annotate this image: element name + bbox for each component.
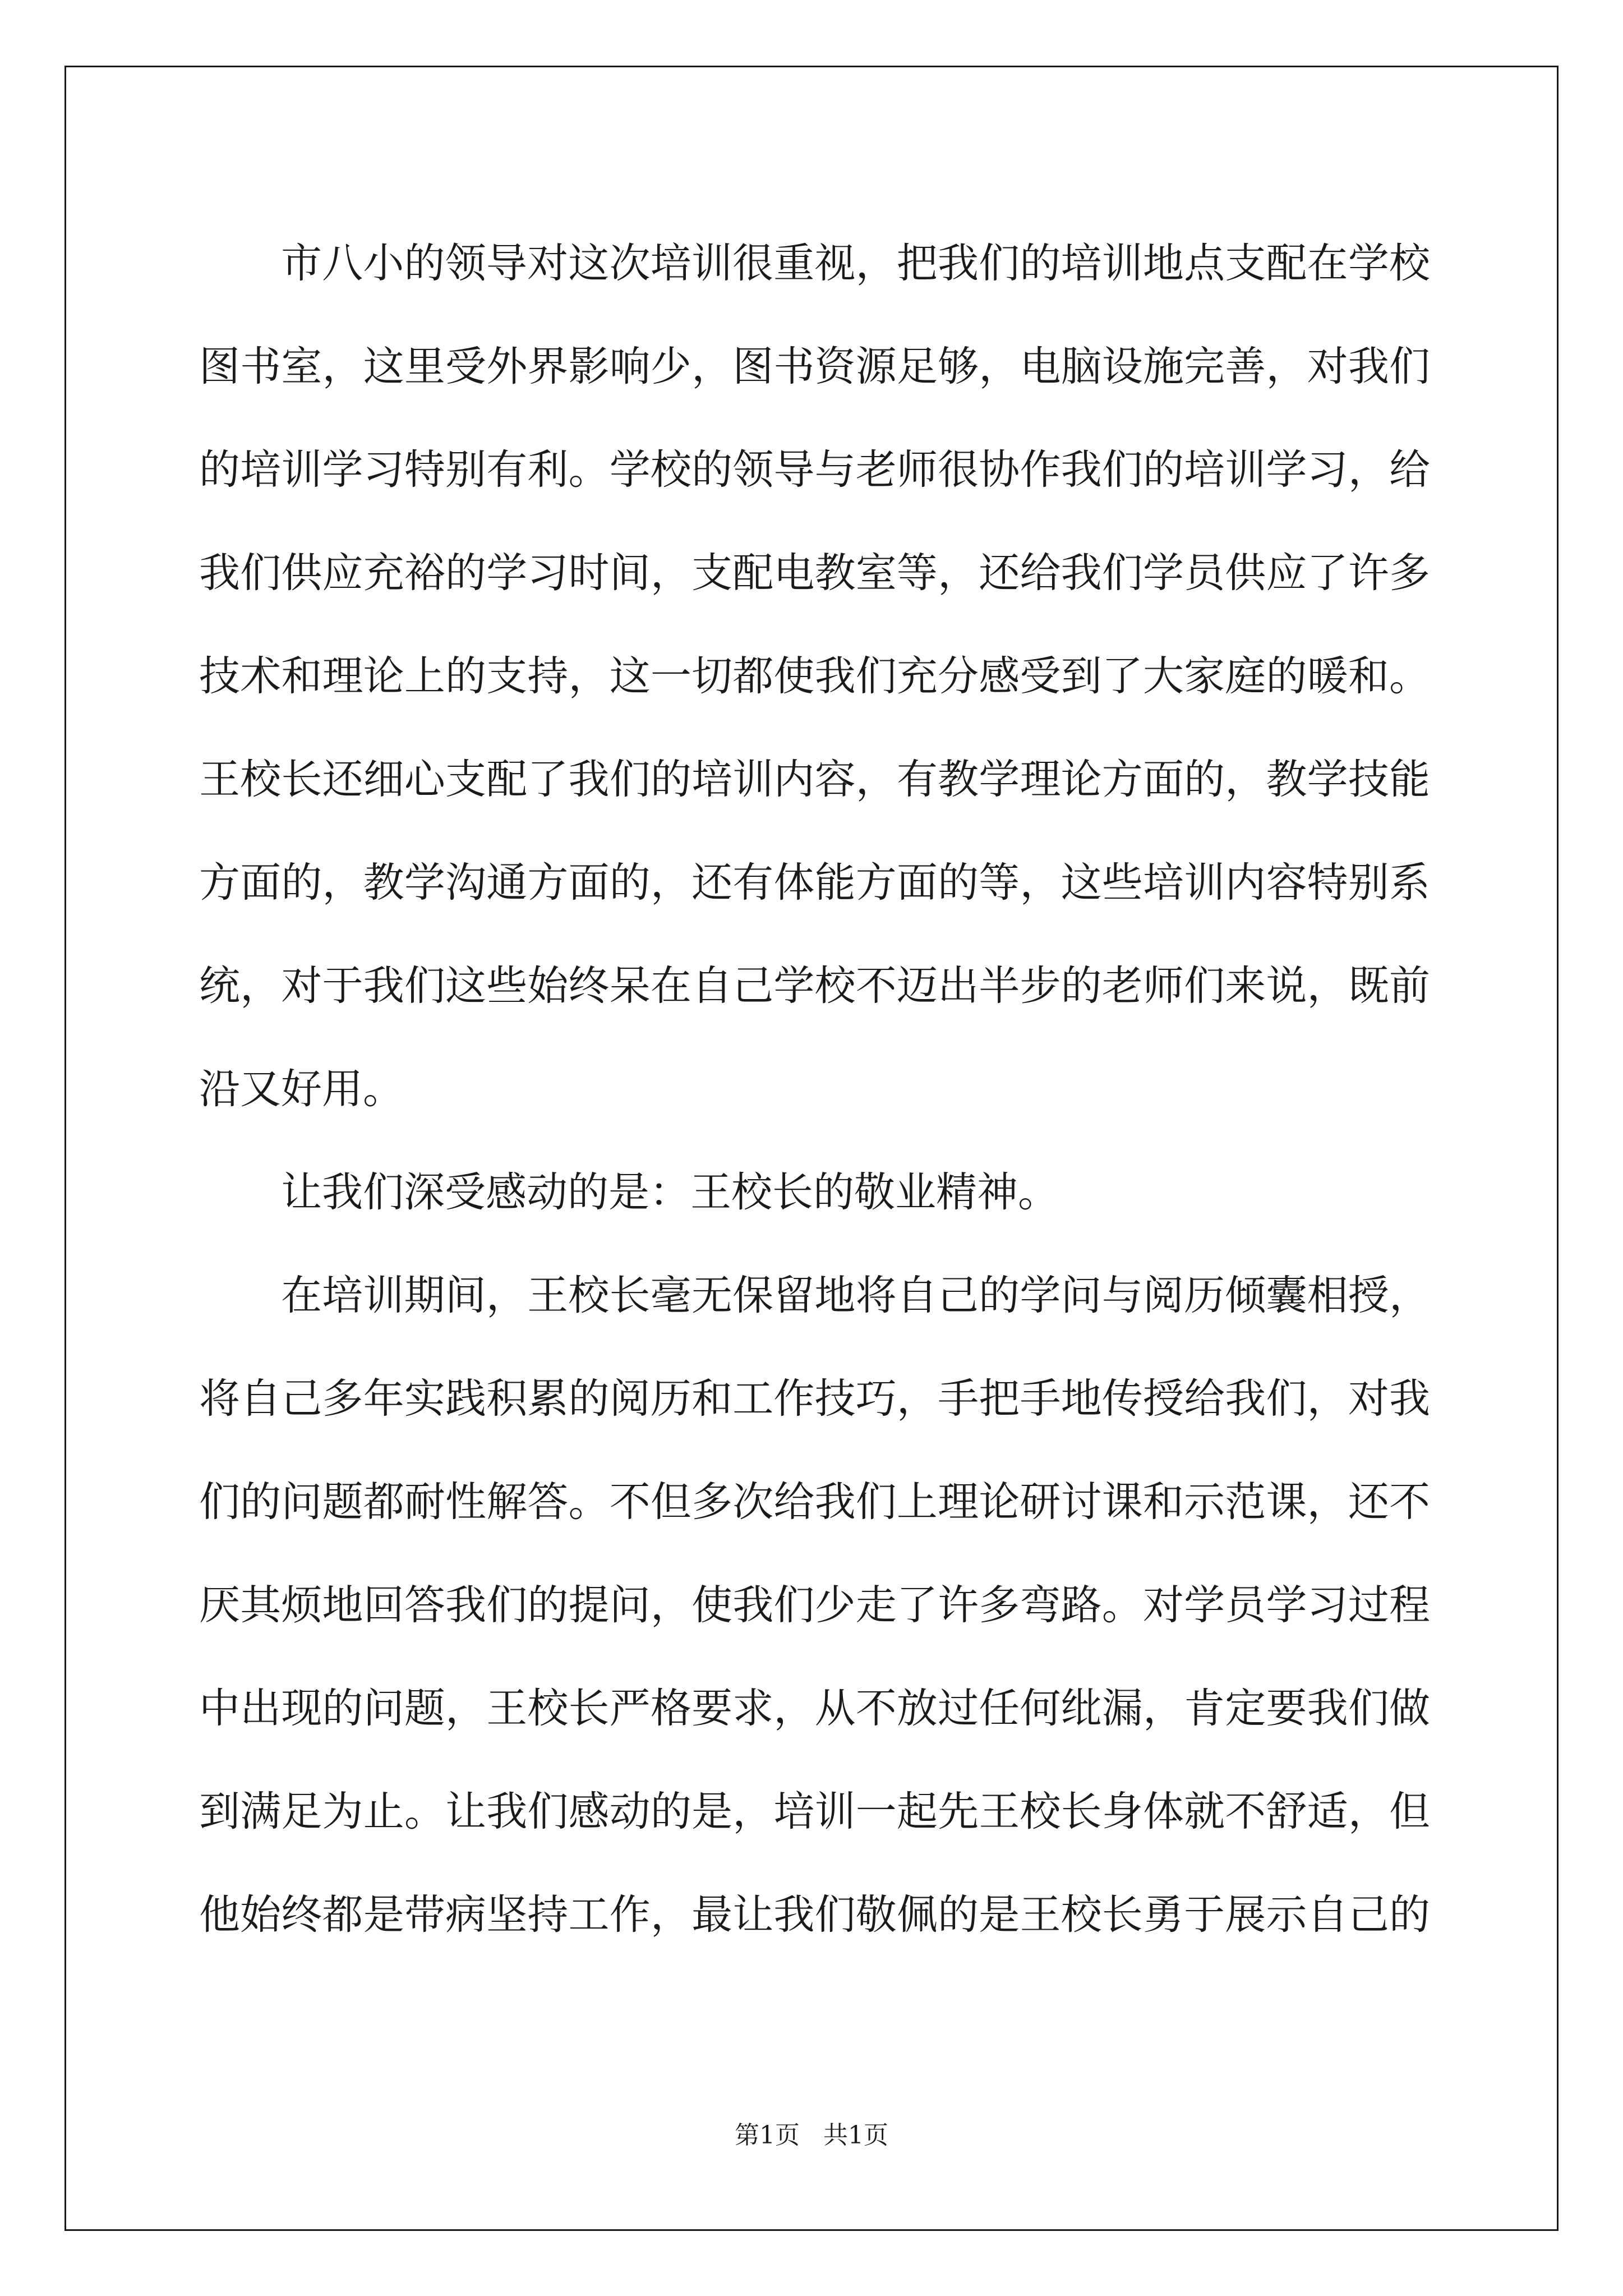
text-line: 他始终都是带病坚持工作，最让我们敬佩的是王校长勇于展示自己的	[199, 1891, 1430, 1939]
page-number: 第1页	[735, 2121, 800, 2150]
text-line: 的培训学习特别有利。学校的领导与老师很协作我们的培训学习，给	[199, 446, 1430, 494]
text-line: 中出现的问题，王校长严格要求，从不放过任何纰漏，肯定要我们做	[199, 1685, 1430, 1732]
text-line: 沿又好用。	[199, 1065, 404, 1113]
text-line: 让我们深受感动的是：王校长的敬业精神。	[281, 1168, 1059, 1216]
text-line: 方面的，教学沟通方面的，还有体能方面的等，这些培训内容特别系	[199, 859, 1430, 907]
text-line: 们的问题都耐性解答。不但多次给我们上理论研讨课和示范课，还不	[199, 1478, 1430, 1526]
text-line: 统，对于我们这些始终呆在自己学校不迈出半步的老师们来说，既前	[199, 962, 1430, 1010]
text-line: 市八小的领导对这次培训很重视，把我们的培训地点支配在学校	[281, 240, 1430, 287]
text-line: 厌其烦地回答我们的提问，使我们少走了许多弯路。对学员学习过程	[199, 1581, 1430, 1629]
text-line: 王校长还细心支配了我们的培训内容，有教学理论方面的，教学技能	[199, 756, 1430, 803]
text-line: 到满足为止。让我们感动的是，培训一起先王校长身体就不舒适，但	[199, 1788, 1430, 1835]
text-line: 在培训期间，王校长毫无保留地将自己的学问与阅历倾囊相授，	[281, 1272, 1430, 1319]
page-total: 共1页	[823, 2121, 888, 2150]
text-line: 图书室，这里受外界影响少，图书资源足够，电脑设施完善，对我们	[199, 343, 1430, 390]
text-line: 我们供应充裕的学习时间，支配电教室等，还给我们学员供应了许多	[199, 549, 1430, 597]
page-footer	[0, 2115, 1623, 2151]
text-line: 将自己多年实践积累的阅历和工作技巧，手把手地传授给我们，对我	[199, 1375, 1430, 1423]
text-line: 技术和理论上的支持，这一切都使我们充分感受到了大家庭的暖和。	[199, 652, 1430, 700]
document-body	[199, 212, 1430, 1967]
